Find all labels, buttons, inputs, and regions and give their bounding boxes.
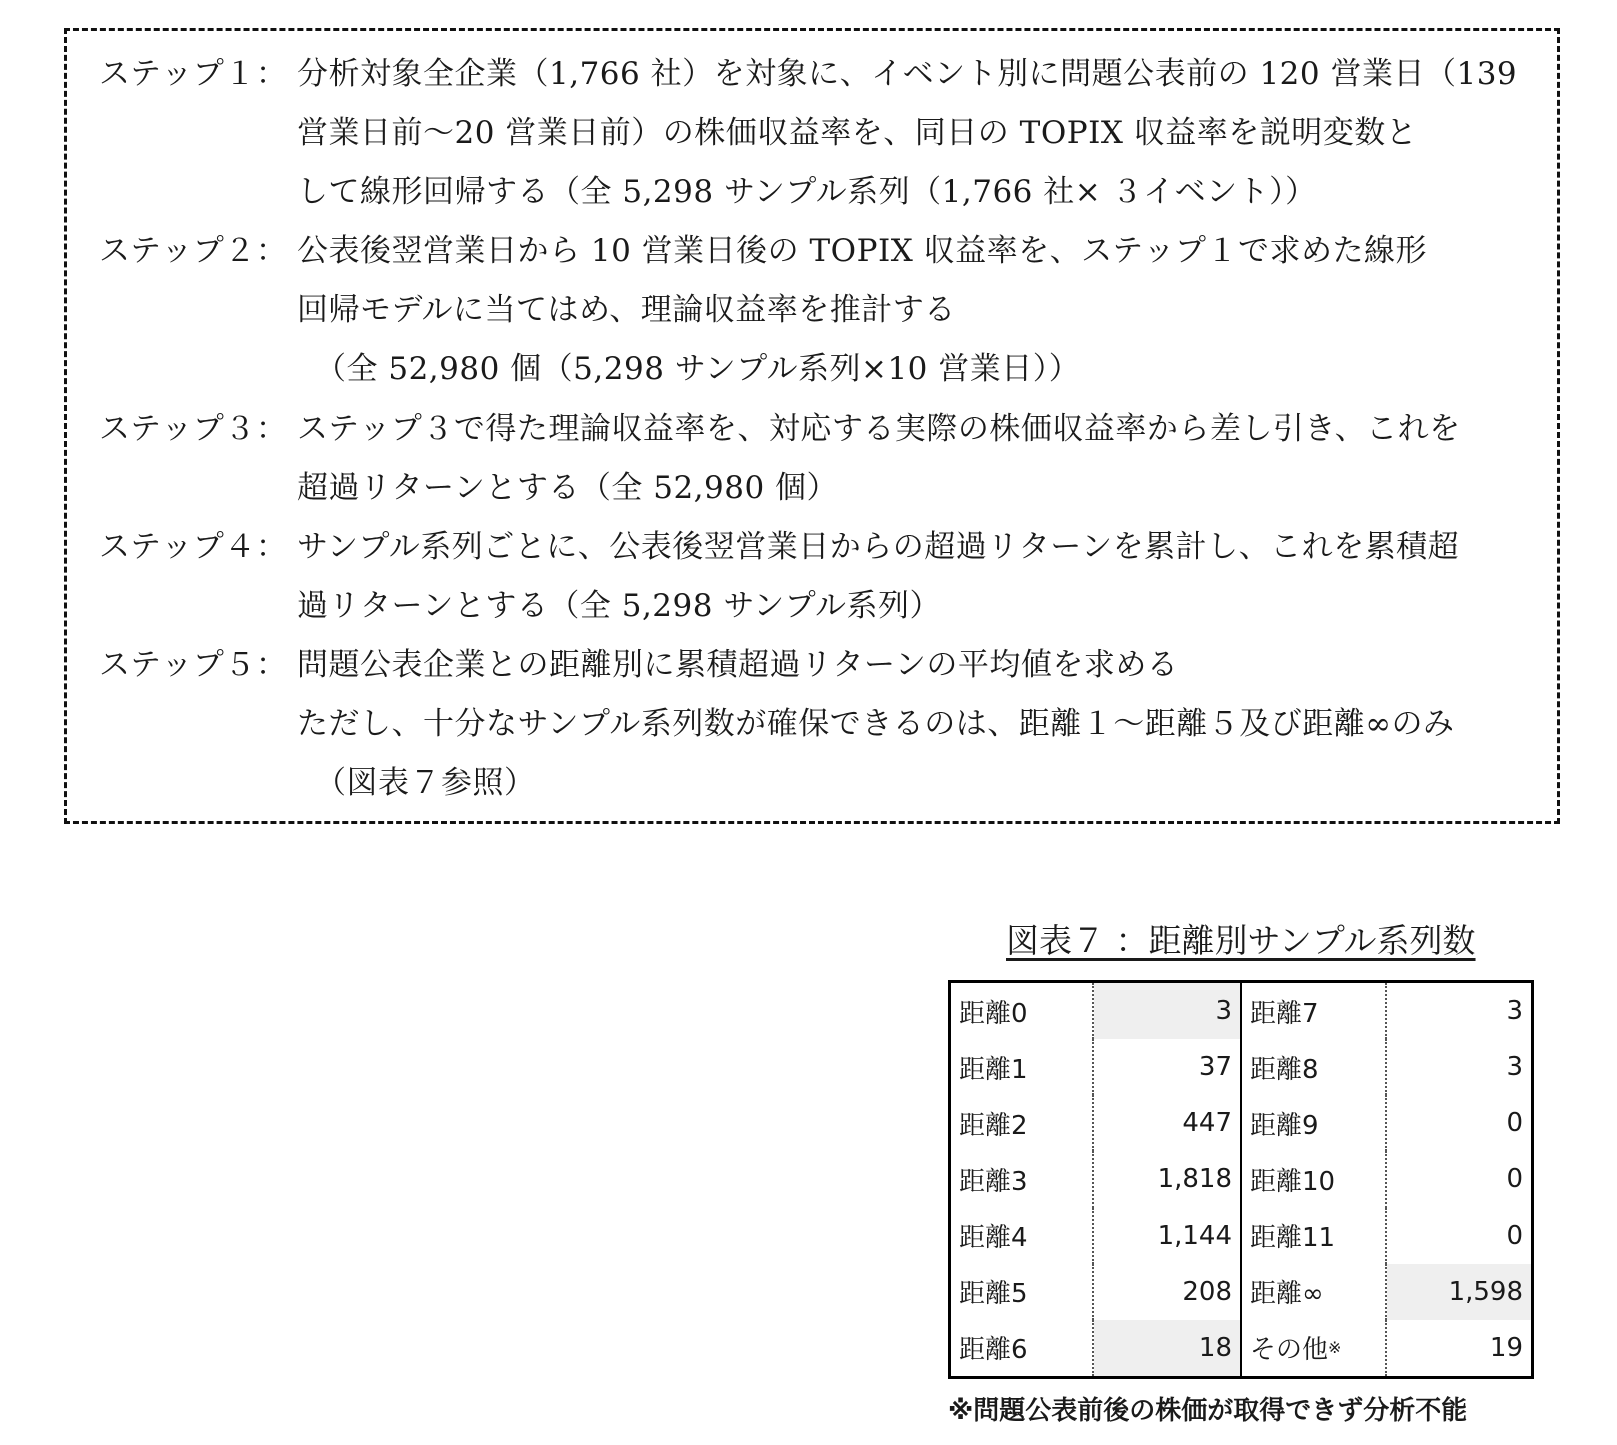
table-cell-label: 距離5 (951, 1264, 1094, 1320)
table-cell-label: 距離9 (1242, 1095, 1387, 1151)
analysis-steps-box (64, 28, 1560, 824)
step-label: ステップ４： (99, 529, 288, 565)
step-text-line: 回帰モデルに当てはめ、理論収益率を推計する (297, 292, 956, 328)
step-text-line: （図表７参照） (315, 765, 536, 801)
other-label: その他 (1250, 1335, 1329, 1366)
step-text-line: サンプル系列ごとに、公表後翌営業日からの超過リターンを累計し、これを累積超 (297, 529, 1460, 565)
step-label: ステップ２： (99, 233, 288, 269)
table-cell-value: 18 (1094, 1320, 1242, 1376)
table-cell-label-other (1242, 1320, 1387, 1376)
table-cell-value: 3 (1506, 996, 1523, 1027)
step-text-line: 営業日前〜20 営業日前）の株価収益率を、同日の TOPIX 収益率を説明変数と (297, 115, 1418, 151)
table-cell-label: 距離11 (1242, 1208, 1387, 1264)
step-text-line: ステップ３で得た理論収益率を、対応する実際の株価収益率から差し引き、これを (297, 411, 1461, 447)
step-text-line: ただし、十分なサンプル系列数が確保できるのは、距離１〜距離５及び距離∞のみ (297, 706, 1455, 742)
step-1 (99, 45, 1537, 222)
table-cell-label: 距離0 (951, 983, 1094, 1039)
table-cell-value: 0 (1506, 1108, 1523, 1139)
step-text-line: して線形回帰する（全 5,298 サンプル系列（1,766 社× ３イベント）） (297, 174, 1317, 210)
step-2 (99, 222, 1537, 399)
table-cell-value: 208 (1094, 1264, 1242, 1320)
step-text-line: 超過リターンとする（全 52,980 個） (297, 470, 839, 506)
table-cell-label: 距離1 (951, 1039, 1094, 1095)
table-cell-label: 距離∞ (1242, 1264, 1387, 1320)
step-label: ステップ３： (99, 411, 288, 447)
step-text-line: 公表後翌営業日から 10 営業日後の TOPIX 収益率を、ステップ１で求めた線形 (297, 233, 1428, 269)
table-cell-label: 距離7 (1242, 983, 1387, 1039)
step-label: ステップ１： (99, 56, 288, 92)
step-label: ステップ５： (99, 647, 288, 683)
table-cell-label: 距離4 (951, 1208, 1094, 1264)
table-cell-value: 0 (1506, 1164, 1523, 1195)
step-text-line: 問題公表企業との距離別に累積超過リターンの平均値を求める (297, 647, 1179, 683)
table-cell-label: 距離6 (951, 1320, 1094, 1376)
table-cell-value: 0 (1506, 1220, 1523, 1251)
step-3 (99, 400, 1537, 518)
step-text-line: （全 52,980 個（5,298 サンプル系列×10 営業日）） (315, 351, 1081, 387)
table-cell-label: 距離2 (951, 1095, 1094, 1151)
table-cell-value: 3 (1094, 983, 1242, 1039)
table-cell-label: 距離8 (1242, 1039, 1387, 1095)
table-cell-value: 1,818 (1094, 1151, 1242, 1207)
step-4 (99, 518, 1537, 636)
step-body (297, 636, 1537, 813)
distance-sample-table (948, 980, 1534, 1379)
step-body (297, 400, 1537, 518)
table-cell-value: 447 (1094, 1095, 1242, 1151)
table-cell-value: 3 (1506, 1052, 1523, 1083)
step-body (297, 45, 1537, 222)
step-text-line: 過リターンとする（全 5,298 サンプル系列） (297, 588, 942, 624)
step-text-line: 分析対象全企業（1,766 社）を対象に、イベント別に問題公表前の 120 営業日（139 (297, 56, 1518, 92)
table-footnote: ※問題公表前後の株価が取得できず分析不能 (948, 1396, 1468, 1426)
table-cell-label: 距離10 (1242, 1151, 1387, 1207)
table-cell-value: 37 (1094, 1039, 1242, 1095)
table-cell-value: 19 (1489, 1332, 1523, 1363)
table-caption: 図表７ ：距離別サンプル系列数 (1006, 921, 1476, 960)
table-cell-value: 1,144 (1094, 1208, 1242, 1264)
table-cell-label: 距離3 (951, 1151, 1094, 1207)
table-cell-value: 1,598 (1387, 1264, 1531, 1320)
footnote-mark: ※ (1328, 1338, 1342, 1358)
step-body (297, 222, 1537, 399)
step-5 (99, 636, 1537, 813)
step-body (297, 518, 1537, 636)
